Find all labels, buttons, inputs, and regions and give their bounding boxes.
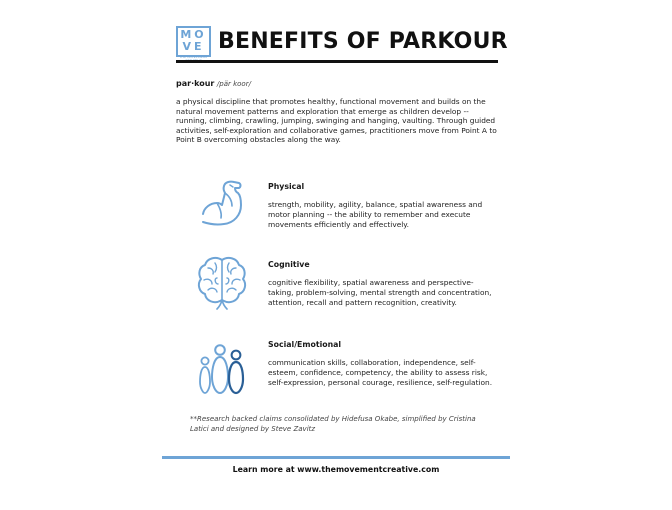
pronunciation-phonetic: /pär koor/ [216, 80, 251, 88]
logo-line-2: VE [182, 40, 205, 53]
pronunciation [176, 79, 251, 89]
definition-text: a physical discipline that promotes healthy, functional movement and builds on the natural movement patterns and exploration that emerge as children develop -- running, climbing, crawling, jumping, swinging and hanging, vaulting. Through guided activities, self-exploration and collaborative games, practitioners move from Point A to Point B overcoming obstacles along the way. [176, 97, 497, 145]
benefit-desc-social: communication skills, collaboration, independence, self-esteem, confidence, competency, the ability to assess risk, self-expression, personal courage, resilience, self-regulation. [268, 358, 493, 387]
logo-tagline: THE MOVEMENT [179, 55, 208, 59]
logo-line-1: MO [180, 28, 207, 41]
flexed-arm-icon [200, 178, 246, 230]
move-logo [176, 26, 211, 57]
benefit-title-cognitive: Cognitive [268, 260, 310, 269]
benefit-title-social: Social/Emotional [268, 340, 342, 349]
benefit-desc-physical: strength, mobility, agility, balance, spatial awareness and motor planning -- the ability to remember and execute movements efficiently and effectively. [268, 200, 483, 229]
title-underline [176, 60, 498, 63]
page-title: BENEFITS OF PARKOUR [218, 29, 508, 54]
footnote: **Research backed claims consolidated by Hidefusa Okabe, simplified by Cristina Latici and designed by Steve Zavitz [190, 415, 476, 433]
benefit-title-physical: Physical [268, 182, 305, 191]
pronunciation-word: par·kour [176, 79, 215, 88]
brain-icon [196, 254, 248, 310]
bottom-divider [162, 456, 510, 459]
people-icon [196, 342, 248, 396]
learn-more-text: Learn more at www.themovementcreative.com [232, 465, 440, 474]
benefit-desc-cognitive: cognitive flexibility, spatial awareness and perspective-taking, problem-solving, mental strength and concentration, attention, recall and pattern recognition, creativity. [268, 278, 492, 307]
